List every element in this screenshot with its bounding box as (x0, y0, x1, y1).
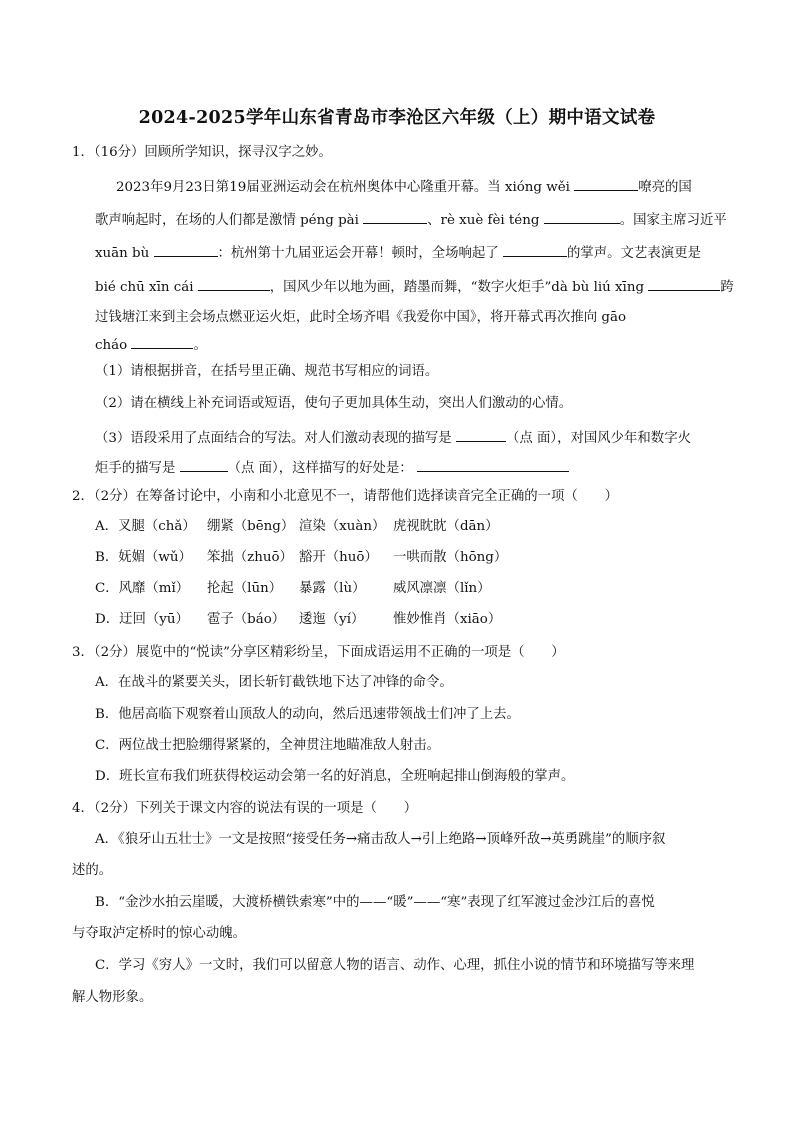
answer-blank[interactable] (363, 209, 427, 224)
q1-text: （点 面），这样描写的好处是： (227, 461, 413, 476)
q1-passage-line (95, 276, 734, 297)
q1-text: 2023年9月23日第19届亚洲运动会在杭州奥体中心隆重开幕。当 xióng wěi (116, 180, 570, 195)
q4-option-b-cont: 与夺取泸定桥时的惊心动魄。 (72, 926, 247, 941)
q1-passage-line (95, 209, 727, 230)
q3-header: 3．（2分）展览中的“悦读”分享区精彩纷呈，下面成语运用不正确的一项是（ ） (72, 645, 565, 660)
answer-blank[interactable] (180, 457, 228, 472)
option-item: 暴露（lù） (299, 581, 366, 596)
q1-text: 。 (193, 338, 207, 353)
q1-text: 炬手的描写是 (95, 461, 176, 476)
option-item: 逶迤（yí） (299, 612, 365, 627)
answer-blank[interactable] (417, 457, 569, 472)
answer-blank[interactable] (648, 276, 720, 291)
q1-subquestion-1: （1）请根据拼音，在括号里正确、规范书写相应的词语。 (95, 364, 439, 379)
q2-header: 2．（2分）在筹备讨论中，小南和小北意见不一，请帮他们选择读音完全正确的一项（ ） (72, 489, 618, 504)
q1-subquestion-3-cont (95, 457, 569, 478)
option-item: 渲染（xuàn） (299, 519, 386, 534)
q1-text: 过钱塘江来到主会场点燃亚运火炬，此时全场齐唱《我爱你中国》，将开幕式再次推向 gāo (95, 310, 627, 325)
q1-text: xuān bù (95, 246, 150, 261)
q1-subquestion-3 (95, 427, 691, 448)
q1-text: cháo (95, 338, 128, 353)
q2-option-b[interactable] (95, 549, 507, 567)
q3-option-d[interactable]: D．班长宣布我们班获得校运动会第一名的好消息，全班响起排山倒海般的掌声。 (95, 769, 575, 784)
q1-text: 嘹亮的国 (638, 180, 692, 195)
q4-option-c-cont: 解人物形象。 (72, 990, 153, 1005)
answer-blank[interactable] (456, 427, 506, 442)
q1-text: 。国家主席习近平 (619, 213, 727, 228)
q1-text: ，国风少年以地为画，踏墨而舞，“数字火炬手”dà bù liú xīng (269, 280, 645, 295)
q3-option-a[interactable]: A．在战斗的紧要关头，团长斩钉截铁地下达了冲锋的命令。 (95, 675, 453, 690)
answer-blank[interactable] (131, 334, 193, 349)
option-item: 雹子（báo） (207, 612, 286, 627)
option-item: 笨拙（zhuō） (207, 550, 293, 565)
q1-text: 歌声响起时，在场的人们都是激情 péng pài (95, 213, 359, 228)
answer-blank[interactable] (544, 209, 620, 224)
option-item: 虎视眈眈（dān） (393, 519, 499, 534)
option-item: A．叉腿（chǎ） (95, 519, 196, 534)
q1-text: ：杭州第十九届亚运会开幕！顿时，全场响起了 (217, 246, 499, 261)
q1-text: （点 面），对国风少年和数字火 (505, 431, 691, 446)
answer-blank[interactable] (154, 242, 218, 257)
q1-passage-line (95, 334, 207, 355)
option-item: C．风靡（mǐ） (95, 581, 190, 596)
q1-text: 跨 (720, 280, 734, 295)
q2-option-c[interactable] (95, 580, 491, 598)
q4-option-c[interactable]: C．学习《穷人》一文时，我们可以留意人物的语言、动作、心理，抓住小说的情节和环境描写等来理 (95, 958, 695, 973)
q4-option-a[interactable]: A．《狼牙山五壮士》一文是按照“接受任务→痛击敌人→引上绝路→顶峰歼敌→英勇跳崖”的顺序叙 (95, 832, 666, 847)
answer-blank[interactable] (503, 242, 567, 257)
option-item: 绷紧（bēng） (207, 519, 295, 534)
answer-blank[interactable] (574, 176, 638, 191)
q4-option-a-cont: 述的。 (72, 863, 113, 878)
q1-passage-line (95, 242, 701, 263)
option-item: 一哄而散（hōng） (393, 550, 508, 565)
q2-option-a[interactable] (95, 518, 499, 536)
q1-header: 1．（16分）回顾所学知识，探寻汉字之妙。 (72, 145, 332, 160)
option-item: D．迂回（yū） (95, 612, 189, 627)
option-item: 威风凛凛（lǐn） (393, 581, 491, 596)
q4-option-b[interactable]: B．“金沙水拍云崖暖，大渡桥横铁索寒”中的——“暖”——“寒”表现了红军渡过金沙江后的喜悦 (95, 895, 655, 910)
q1-text: 、rè xuè fèi téng (427, 213, 540, 228)
option-item: B．妩媚（wǔ） (95, 550, 192, 565)
q3-option-b[interactable]: B．他居高临下观察着山顶敌人的动向，然后迅速带领战士们冲了上去。 (95, 707, 520, 722)
q1-passage-line (116, 176, 692, 197)
q4-header: 4．（2分）下列关于课文内容的说法有误的一项是（ ） (72, 801, 418, 816)
q1-subquestion-2: （2）请在横线上补充词语或短语，使句子更加具体生动，突出人们激动的心情。 (95, 396, 573, 411)
q1-text: bié chū xīn cái (95, 280, 194, 295)
option-item: 惟妙惟肖（xiāo） (393, 612, 502, 627)
option-item: 豁开（huō） (299, 550, 378, 565)
q1-text: 的掌声。文艺表演更是 (566, 246, 701, 261)
answer-blank[interactable] (198, 276, 270, 291)
q2-option-d[interactable] (95, 611, 501, 629)
q3-option-c[interactable]: C．两位战士把脸绷得紧紧的，全神贯注地瞄准敌人射击。 (95, 738, 441, 753)
exam-title: 2024-2025学年山东省青岛市李沧区六年级（上）期中语文试卷 (138, 108, 656, 128)
q1-text: （3）语段采用了点面结合的写法。对人们激动表现的描写是 (95, 431, 452, 446)
option-item: 抡起（lūn） (207, 581, 283, 596)
